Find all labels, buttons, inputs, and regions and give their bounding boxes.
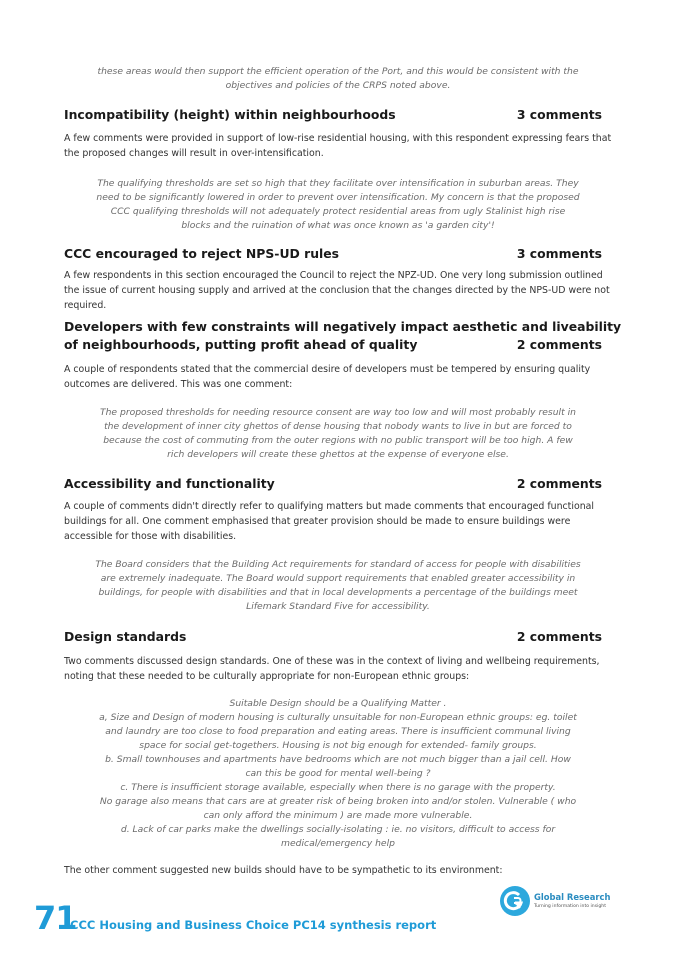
- quote-line: a, Size and Design of modern housing is culturally unsuitable for non-European ethnic groups: eg. toilet and laundry are too close to food preparation and eating areas. There is insufficient communal living space for social get-togethers. Housing is not big enough for extended- family groups.: [99, 712, 577, 751]
- section-quote: The qualifying thresholds are set so high that they facilitate over intensification in suburban areas. They need to be significantly lowered in order to prevent over intensification. My concern is that the proposed CCC qualifying thresholds will not adequately protect residential areas from ugly Stalinist high rise blocks and the ruination of what was once known as 'a garden city'!: [96, 178, 580, 231]
- global-research-logo: [500, 886, 630, 920]
- comment-count: 2 comments: [516, 629, 602, 644]
- section-body: A few comments were provided in support of low-rise residential housing, with this respondent expressing fears that the proposed changes will result in over-intensification.: [64, 133, 612, 159]
- quote-line: d. Lack of car parks make the dwellings socially-isolating : ie. no visitors, difficult to access for medical/emergency help: [120, 824, 556, 849]
- quote-line: c. There is insufficient storage available, especially when there is no garage with the property.: [120, 782, 556, 793]
- section-quote: The Board considers that the Building Act requirements for standard of access for people with disabilities are extremely inadequate. The Board would support requirements that enabled greater accessibility in buildings, for people with disabilities and that in local developments a percentage of the buildings meet Lifemark Standard Five for accessibility.: [95, 559, 581, 612]
- section-title: Incompatibility (height) within neighbourhoods: [64, 107, 396, 122]
- section-heading: [64, 628, 612, 646]
- quote-line: b. Small townhouses and apartments have bedrooms which are not much bigger than a jail cell. How can this be good for mental well-being ?: [105, 754, 571, 779]
- logo-name: Global Research: [534, 892, 611, 902]
- section-heading: [64, 106, 612, 124]
- section-title: Accessibility and functionality: [64, 476, 275, 491]
- section-heading: [64, 475, 612, 493]
- section-heading: [64, 245, 612, 263]
- comment-count: 2 comments: [516, 476, 602, 491]
- section-title: Developers with few constraints will negatively impact aesthetic and liveability of neighbourhoods, putting profit ahead of quality: [64, 319, 622, 352]
- section-body: A couple of respondents stated that the commercial desire of developers must be tempered by ensuring quality outcomes are delivered. This was one comment:: [64, 364, 591, 390]
- comment-count: 2 comments: [516, 337, 602, 352]
- section-title: Design standards: [64, 629, 187, 644]
- intro-quote-line: objectives and policies of the CRPS noted above.: [225, 80, 451, 91]
- section-title: CCC encouraged to reject NPS-UD rules: [64, 246, 340, 261]
- logo-tagline: Turning information into insight: [534, 904, 607, 909]
- section-body: A few respondents in this section encouraged the Council to reject the NPZ-UD. One very long submission outlined the issue of current housing supply and arrived at the conclusion that the changes directed by the NPS-UD were not required.: [64, 270, 610, 311]
- closing-text: The other comment suggested new builds should have to be sympathetic to its environment:: [64, 865, 503, 876]
- comment-count: 3 comments: [516, 107, 602, 122]
- section-quote: The proposed thresholds for needing resource consent are way too low and will most probably result in the development of inner city ghettos of dense housing that nobody wants to live in but are forced to because the cost of commuting from the outer regions with no public transport will be too high. A few rich developers will create these ghettos at the expense of everyone else.: [99, 407, 576, 460]
- quote-line: Suitable Design should be a Qualifying Matter .: [229, 698, 447, 709]
- quote-line: No garage also means that cars are at greater risk of being broken into and/or stolen. Vulnerable ( who can only afford the minimum ) are made more vulnerable.: [99, 796, 577, 821]
- comment-count: 3 comments: [516, 246, 602, 261]
- report-title: CCC Housing and Business Choice PC14 synthesis report: [70, 918, 437, 932]
- section-quote: [96, 697, 580, 851]
- intro-quote: [84, 65, 592, 93]
- logo-mark-icon: [500, 886, 530, 916]
- section-body: A couple of comments didn't directly refer to qualifying matters but made comments that encouraged functional buildings for all. One comment emphasised that greater provision should be made to ensure buildings were accessible for those with disabilities.: [64, 501, 594, 542]
- intro-quote-line: these areas would then support the efficient operation of the Port, and this would be consistent with the: [97, 66, 579, 77]
- page-number: 71: [34, 899, 77, 937]
- section-heading: [64, 318, 624, 354]
- section-body: Two comments discussed design standards. One of these was in the context of living and wellbeing requirements, noting that these needed to be culturally appropriate for non-European ethnic groups:: [64, 656, 600, 682]
